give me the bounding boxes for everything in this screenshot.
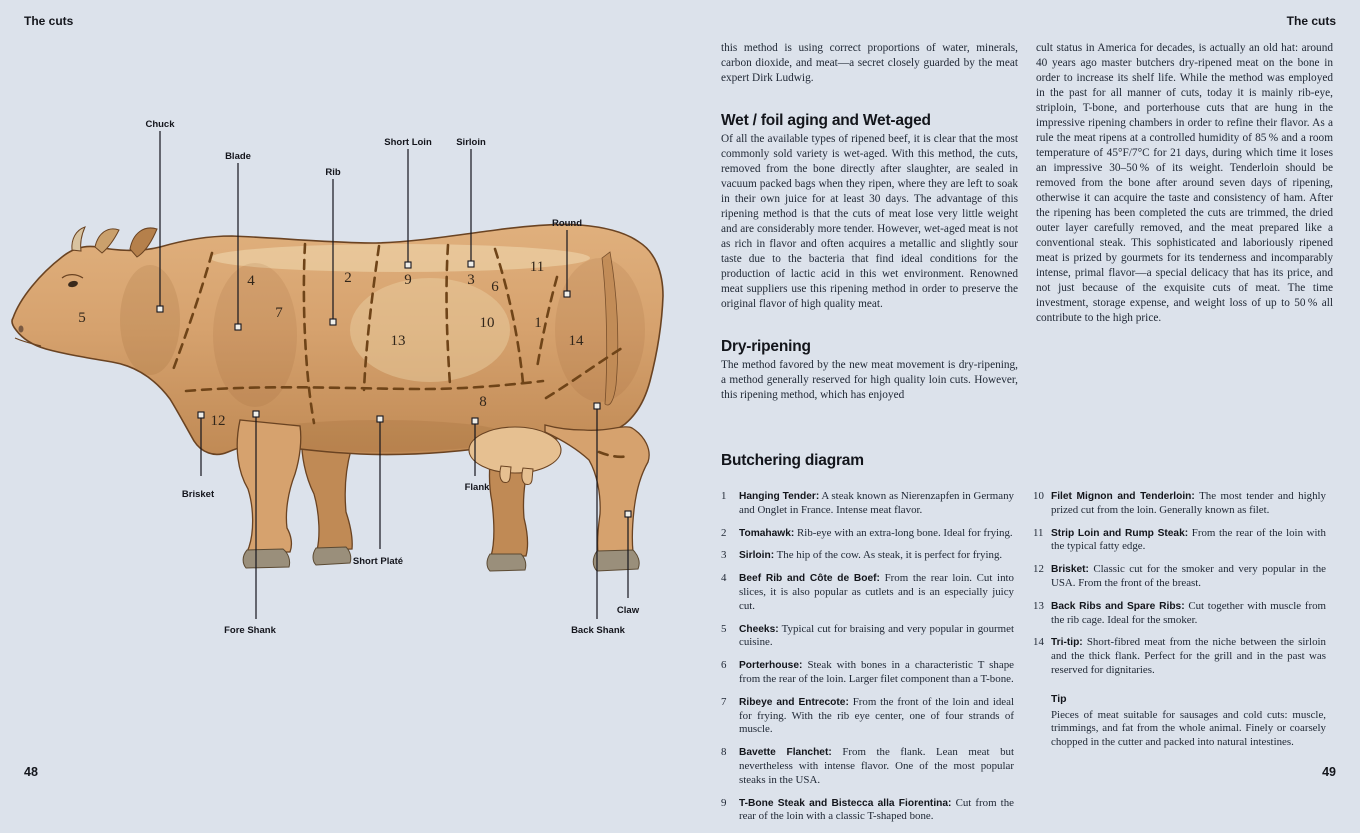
legend-item-name: Filet Mignon and Tenderloin: bbox=[1051, 491, 1195, 502]
running-head-right: The cuts bbox=[1286, 14, 1336, 28]
legend-item-name: Sirloin: bbox=[739, 550, 775, 562]
legend-item-desc: A steak known as Nierenzapfen in Germany and Onglet in France. Intense meat flavor. bbox=[739, 490, 1014, 516]
label-back-shank: Back Shank bbox=[571, 625, 625, 636]
label-blade: Blade bbox=[225, 151, 251, 162]
paragraph-dry-ripening: The method favored by the new meat movement is dry-ripening, a method generally reserved for high quality loin cuts. However, this ripening method, which has enjoyed bbox=[721, 359, 1018, 401]
paragraph-intro: this method is using correct proportions of water, minerals, carbon dioxide, and meat—a secret closely guarded by the meat expert Dirk Ludwig. bbox=[721, 42, 1018, 84]
legend-item bbox=[721, 696, 1014, 737]
cut-number-6: 6 bbox=[491, 279, 499, 295]
page-number-right: 49 bbox=[1322, 765, 1336, 779]
legend-item-number: 6 bbox=[721, 659, 727, 672]
legend-item-name: T-Bone Steak and Bistecca alla Fiorentina: bbox=[739, 797, 952, 809]
legend-item-desc: The hip of the cow. As steak, it is perfect for frying. bbox=[776, 549, 1003, 562]
cut-number-8: 8 bbox=[479, 394, 487, 410]
legend-item-desc: From the flank. Lean meat but nevertheless with intense flavor. One of the most popular steaks in the USA. bbox=[739, 746, 1014, 786]
cut-number-11: 11 bbox=[529, 259, 545, 275]
legend-item-name: Cheeks: bbox=[739, 623, 779, 635]
label-short-loin: Short Loin bbox=[384, 137, 432, 148]
legend-column-right bbox=[1033, 490, 1326, 833]
legend-item-name: Tri-tip: bbox=[1051, 637, 1083, 649]
legend-item bbox=[1033, 563, 1326, 591]
legend-item-desc: Classic cut for the smoker and very popular in the USA. From the front of the breast. bbox=[1051, 563, 1326, 589]
legend-item-number: 11 bbox=[1033, 526, 1044, 539]
cut-number-2: 2 bbox=[344, 270, 352, 286]
label-sirloin: Sirloin bbox=[456, 137, 486, 148]
heading-dry-ripening: Dry-ripening bbox=[721, 338, 811, 355]
legend-item-name: Brisket: bbox=[1051, 564, 1089, 576]
legend-item-number: 14 bbox=[1033, 636, 1044, 649]
legend-item-name: Bavette Flanchet: bbox=[739, 747, 832, 759]
tip-block bbox=[1033, 693, 1326, 750]
legend-item-desc: Cut from the rear of the loin with a classic T-shaped bone. bbox=[739, 796, 1014, 823]
legend-item-number: 1 bbox=[721, 490, 727, 502]
tip-text: Pieces of meat suitable for sausages and cold cuts: muscle, trimmings, and fat from the whole animal. Finely or coarsely chopped in the cutter and packed into natural intestines. bbox=[1051, 708, 1326, 749]
legend-item-desc: From the rear loin. Cut into slices, it is also popular as cutlets and is an especially juicy cut. bbox=[739, 572, 1014, 612]
beef-cuts-diagram bbox=[0, 0, 680, 793]
legend-item-number: 5 bbox=[721, 622, 727, 635]
legend-item-name: Beef Rib and Côte de Boef: bbox=[739, 573, 880, 585]
legend-item-name: Hanging Tender: bbox=[739, 491, 820, 502]
legend-item-number: 4 bbox=[721, 572, 727, 585]
paragraph-dry-ripening-cont: cult status in America for decades, is actually an old hat: around 40 years ago master butchers dry-ripened meat on the bone in order to increase its shelf life. While the method was employed in the past for all manner of cuts, today it is mainly rib-eye, striploin, T-bone, and porterhouse cuts that are hung in the impressive ripening chambers in order to refine their flavor. As a rule the meat ripens at a controlled humidity of 85 % and a room temperature of 45°F/7°C for 21 days, during which time it loses an impressive 30–50 % of its weight. Tenderloin should be removed from the bone after around seven days of ripening, otherwise it can acquire the taste and consistency of ham. After the ripening has been completed the cuts are trimmed, the dried outer layer carefully removed, and the meat prepared like a conventional steak. This sophisticated and laboriously ripened meat is prized by gourmets for its tenderness and incomparably intense, primal flavor—a special delicacy that has its price, and not just because of the exquisite cuts of meat. The time investment, storage expense, and weight loss of up to 50 % all contribute to the high price. bbox=[1036, 42, 1333, 324]
heading-wet-aging: Wet / foil aging and Wet-aged bbox=[721, 112, 931, 129]
legend-item bbox=[1033, 636, 1326, 677]
cut-number-5: 5 bbox=[78, 310, 86, 326]
legend-item bbox=[721, 572, 1014, 613]
legend-item-name: Back Ribs and Spare Ribs: bbox=[1051, 600, 1185, 612]
text-column-1 bbox=[721, 41, 1018, 403]
page-number-left: 48 bbox=[24, 765, 38, 779]
page-left bbox=[0, 0, 680, 793]
label-short-plate: Short Platé bbox=[352, 556, 404, 567]
text-column-2 bbox=[1036, 41, 1333, 326]
page-right bbox=[680, 0, 1360, 823]
label-round: Round bbox=[551, 218, 583, 229]
cow-nostril bbox=[19, 326, 24, 333]
legend-item bbox=[721, 623, 1014, 651]
legend-item bbox=[721, 549, 1014, 563]
heading-butchering-diagram: Butchering diagram bbox=[721, 452, 864, 469]
cut-number-4: 4 bbox=[247, 273, 255, 289]
cut-number-12: 12 bbox=[210, 413, 226, 429]
legend-item-desc: Rib-eye with an extra-long bone. Ideal for frying. bbox=[797, 526, 1013, 539]
legend-item-number: 10 bbox=[1033, 490, 1044, 502]
legend-item-desc: From the rear of the loin with the typical fatty edge. bbox=[1051, 526, 1326, 553]
cut-number-10: 10 bbox=[479, 315, 495, 331]
tip-heading: Tip bbox=[1051, 692, 1067, 705]
legend-item bbox=[721, 659, 1014, 687]
legend-item-number: 9 bbox=[721, 796, 727, 809]
legend-item-desc: The most tender and highly prized cut from the loin. Generally known as filet. bbox=[1051, 490, 1326, 516]
legend-item-number: 8 bbox=[721, 746, 727, 759]
legend-item bbox=[721, 746, 1014, 787]
legend-item-name: Ribeye and Entrecote: bbox=[739, 696, 849, 708]
legend-item-name: Strip Loin and Rump Steak: bbox=[1051, 527, 1189, 539]
legend-item-desc: Cut together with muscle from the rib cage. Ideal for the smoker. bbox=[1051, 599, 1326, 626]
cut-number-9: 9 bbox=[404, 272, 412, 288]
legend-item-name: Porterhouse: bbox=[739, 660, 803, 672]
legend-item-desc: From the front of the loin and ideal for frying. With the rib eye center, one of four strands of muscle. bbox=[739, 695, 1014, 736]
label-flank: Flank bbox=[464, 482, 490, 493]
legend-item bbox=[1033, 490, 1326, 518]
legend-item-number: 3 bbox=[721, 549, 727, 562]
legend-item bbox=[721, 797, 1014, 825]
label-fore-shank: Fore Shank bbox=[224, 625, 276, 636]
label-claw: Claw bbox=[616, 605, 640, 616]
legend-item-number: 2 bbox=[721, 526, 727, 539]
legend-item-desc: Short-fibred meat from the niche between the sirloin and the thick flank. Perfect for the grill and in the past was reserved for dignitaries. bbox=[1051, 636, 1326, 676]
label-brisket: Brisket bbox=[181, 489, 215, 500]
cut-number-14: 14 bbox=[568, 333, 584, 349]
legend-item-desc: Steak with bones in a characteristic T shape from the rear of the loin. Larger filet component than a T-bone. bbox=[739, 659, 1014, 685]
label-chuck: Chuck bbox=[145, 119, 175, 130]
legend-item bbox=[721, 527, 1014, 541]
legend-item-number: 7 bbox=[721, 695, 727, 708]
label-rib: Rib bbox=[325, 167, 341, 178]
butchering-diagram-legend bbox=[721, 452, 1339, 833]
paragraph-wet-aging: Of all the available types of ripened beef, it is clear that the most commonly sold variety is wet-aged. With this method, the cuts, removed from the bone directly after slaughter, are sealed in vacuum packed bags when they ripen, where they are left to soak in their own juice for at least 30 days. The advantage of this ripening method is that the cuts of meat lose very little weight and are considerably more tender. However, wet-aged meat is not as rich in flavor and often acquires a metallic and slightly sour taste due to the bacteria that find ideal conditions for the production of lactic acid in this wet environment. Renowned meat suppliers use this ripening method in order to preserve the original flavor of high quality meat. bbox=[721, 133, 1018, 310]
legend-item-desc: Typical cut for braising and very popular in gourmet cuisine. bbox=[739, 622, 1014, 649]
legend-item bbox=[721, 490, 1014, 518]
legend-item-number: 12 bbox=[1033, 563, 1044, 576]
cut-number-1: 1 bbox=[534, 315, 542, 331]
legend-column-left bbox=[721, 490, 1014, 833]
legend-item bbox=[1033, 527, 1326, 555]
running-head-left: The cuts bbox=[24, 14, 74, 28]
legend-item bbox=[1033, 600, 1326, 628]
cut-number-7: 7 bbox=[275, 305, 283, 321]
legend-item-name: Tomahawk: bbox=[739, 527, 795, 539]
legend-item-number: 13 bbox=[1033, 599, 1044, 612]
cut-number-3: 3 bbox=[467, 272, 475, 288]
cut-number-13: 13 bbox=[390, 333, 406, 349]
